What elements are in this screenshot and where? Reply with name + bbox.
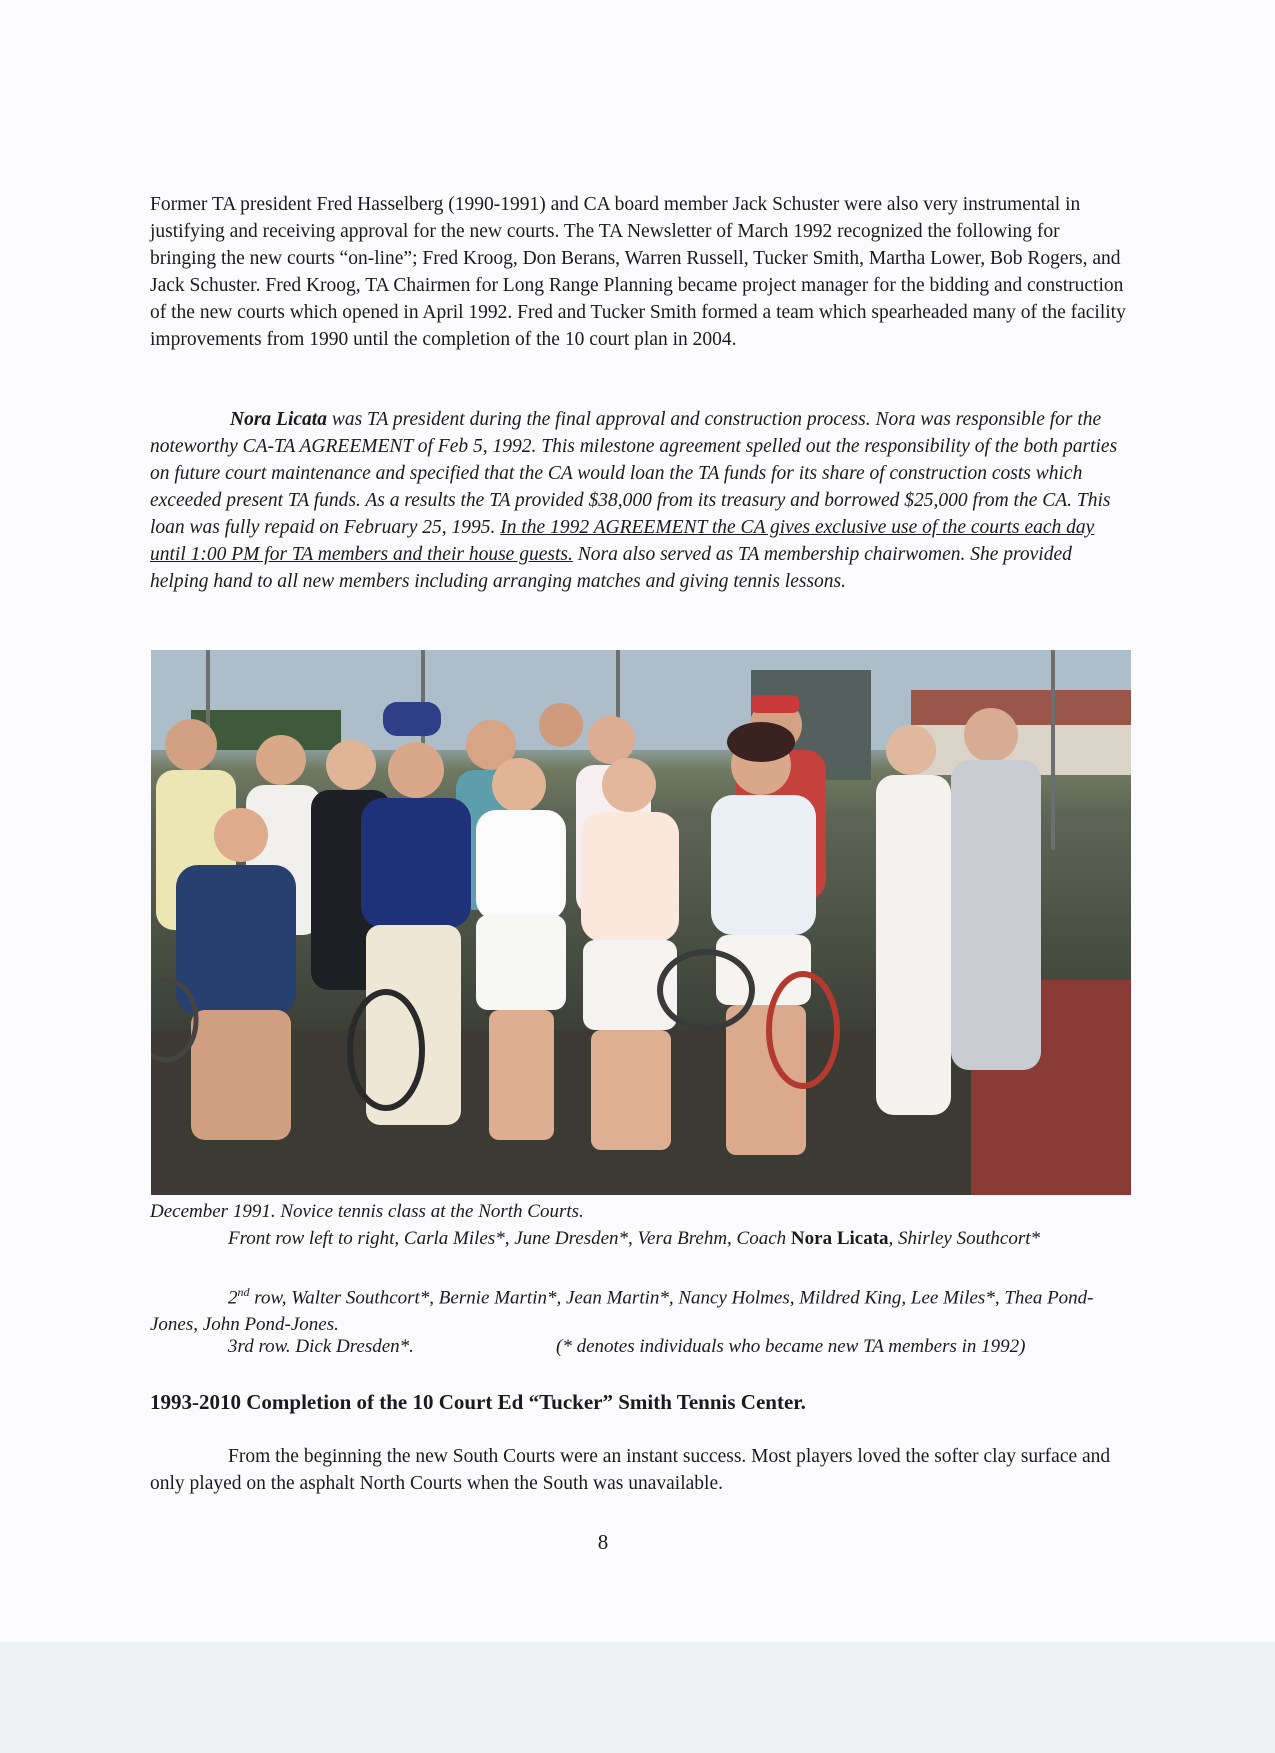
nora-licata-name: Nora Licata (230, 409, 327, 430)
second-row-superscript: nd (237, 1285, 250, 1299)
scan-bottom-margin (0, 1642, 1275, 1753)
front-row-text-b: , Shirley Southcort* (888, 1228, 1040, 1249)
photo-caption-third-row (150, 1333, 1140, 1360)
body-paragraph-3 (150, 1443, 1130, 1497)
third-row-text: 3rd row. Dick Dresden*. (228, 1336, 414, 1357)
section-heading: 1993-2010 Completion of the 10 Court Ed “Tucker” Smith Tennis Center. (150, 1390, 806, 1414)
second-row-text: row, Walter Southcort*, Bernie Martin*, Jean Martin*, Nancy Holmes, Mildred King, Lee Miles*, Thea Pond-Jones, John Pond-Jones. (150, 1287, 1094, 1336)
paragraph-3-text: From the beginning the new South Courts were an instant success. Most players loved the softer clay surface and only played on the asphalt North Courts when the South was unavailable. (150, 1446, 1111, 1494)
second-row-number: 2 (228, 1287, 238, 1309)
photo-caption-date: December 1991. Novice tennis class at the North Courts. (150, 1201, 584, 1222)
paragraph-2-text-b: Nora also served as TA membership chairwomen. She provided helping hand to all new members including arranging matches and giving tennis lessons. (150, 544, 1072, 592)
front-row-coach-name: Nora Licata (790, 1228, 889, 1249)
photo-caption-second-row (150, 1279, 1140, 1338)
body-paragraph-1: Former TA president Fred Hasselberg (1990-1991) and CA board member Jack Schuster were also very instrumental in justifying and receiving approval for the new courts. The TA Newsletter of March 1992 recognized the following for bringing the new courts “on-line”; Fred Kroog, Don Berans, Warren Russell, Tucker Smith, Martha Lower, Bob Rogers, and Jack Schuster. Fred Kroog, TA Chairmen for Long Range Planning became project manager for the bidding and construction of the new courts which opened in April 1992. Fred and Tucker Smith formed a team which spearheaded many of the facility improvements from 1990 until the completion of the 10 court plan in 2004. (150, 194, 1126, 350)
body-paragraph-2 (150, 406, 1130, 595)
agreement-underlined-text: In the 1992 AGREEMENT the CA gives exclusive use of the courts each day until 1:00 PM for TA members and their house guests. (150, 517, 1095, 565)
photo-illustration (151, 650, 1131, 1195)
front-row-text-a: Front row left to right, Carla Miles*, June Dresden*, Vera Brehm, Coach (228, 1228, 791, 1249)
new-members-note: (* denotes individuals who became new TA members in 1992) (556, 1336, 1026, 1357)
tennis-class-photo (151, 650, 1131, 1195)
photo-caption-front-row (150, 1225, 1140, 1252)
paragraph-2-text-a: was TA president during the final approval and construction process. Nora was responsible for the noteworthy CA-TA AGREEMENT of Feb 5, 1992. This milestone agreement spelled out the responsibility of the both parties on future court maintenance and specified that the CA would loan the TA funds for its share of construction costs which exceeded present TA funds. As a results the TA provided $38,000 from its treasury and borrowed $25,000 from the CA. This loan was fully repaid on February 25, 1995. (150, 409, 1118, 538)
page-number: 8 (597, 1530, 609, 1554)
